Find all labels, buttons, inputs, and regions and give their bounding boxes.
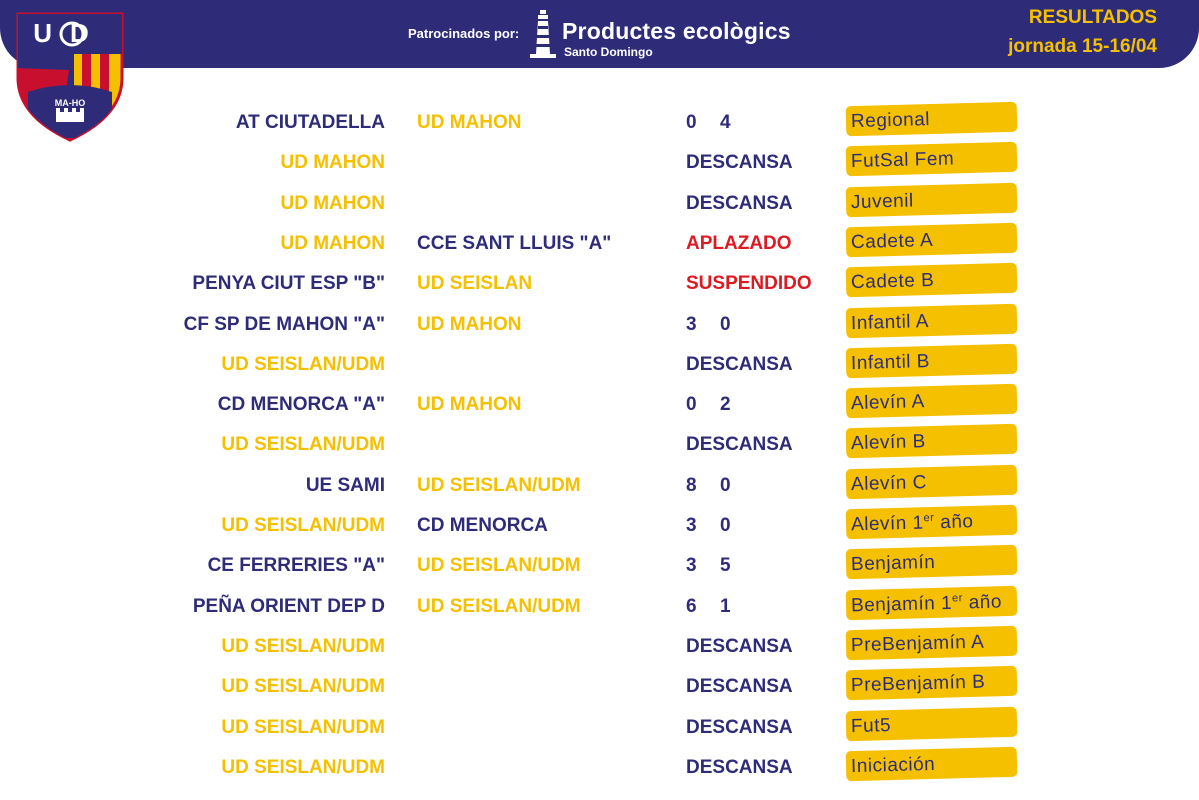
category-label (851, 109, 931, 133)
home-team: UD SEISLAN/UDM (221, 515, 385, 536)
category-badge (846, 344, 1018, 378)
home-team: PENYA CIUT ESP "B" (192, 273, 385, 295)
category-name: Juvenil (850, 190, 914, 213)
away-team: UD MAHON (417, 394, 522, 416)
result-row (0, 225, 1199, 259)
crest-letters: UD (33, 18, 107, 48)
result-row (0, 547, 1199, 581)
home-team: AT CIUTADELLA (235, 112, 385, 133)
page-title: RESULTADOS (1028, 7, 1157, 28)
category-label (851, 754, 936, 778)
category-name: Iniciación (850, 753, 936, 777)
away-score: 1 (720, 595, 731, 617)
category-name: Infantil B (850, 350, 931, 374)
away-team: UD SEISLAN (417, 273, 533, 295)
sponsor-subtitle: Santo Domingo (564, 45, 653, 59)
category-label (851, 511, 974, 537)
home-team: CF SP DE MAHON "A" (183, 313, 385, 335)
category-label (851, 552, 936, 576)
category-label (851, 672, 986, 698)
result-row (0, 628, 1199, 662)
category-name: Benjamín (850, 552, 936, 576)
page-subtitle: jornada 15-16/04 (1008, 36, 1157, 57)
match-status: DESCANSA (686, 353, 793, 375)
result-row (0, 185, 1199, 219)
match-status: DESCANSA (686, 192, 793, 214)
category-label (851, 351, 930, 375)
home-team: UD SEISLAN/UDM (221, 756, 385, 778)
category-label (851, 632, 985, 657)
sponsor-brand (528, 8, 798, 62)
result-row (0, 668, 1199, 702)
category-label (851, 230, 934, 254)
home-score: 8 (686, 474, 697, 496)
away-team: UD MAHON (417, 313, 522, 335)
category-suffix: año (962, 591, 1003, 614)
home-team: CE FERRERIES "A" (207, 555, 385, 577)
category-label (851, 715, 892, 738)
away-score: 0 (720, 515, 731, 536)
category-badge (846, 303, 1018, 337)
category-name: Infantil A (850, 310, 930, 334)
match-status: DESCANSA (686, 716, 793, 738)
category-badge (846, 223, 1018, 257)
home-score: 0 (686, 112, 697, 133)
home-score: 3 (686, 555, 697, 577)
category-badge (846, 545, 1018, 579)
category-name: FutSal Fem (850, 148, 955, 173)
away-team: UD SEISLAN/UDM (417, 555, 581, 577)
away-team: CD MENORCA (417, 515, 548, 536)
sponsor-label: Patrocinados por: (408, 26, 520, 41)
result-row (0, 306, 1199, 340)
home-team: UD SEISLAN/UDM (221, 434, 385, 456)
result-row (0, 709, 1199, 743)
category-badge (846, 585, 1018, 619)
category-suffix: año (934, 511, 974, 534)
match-status: DESCANSA (686, 152, 793, 174)
category-label (851, 391, 925, 415)
home-score: 6 (686, 595, 697, 617)
away-team: UD SEISLAN/UDM (417, 595, 581, 617)
home-team: UE SAMI (305, 474, 385, 496)
category-ordinal: er (923, 511, 935, 525)
category-name: PreBenjamín A (850, 631, 985, 656)
match-status: APLAZADO (686, 232, 792, 254)
away-team: UD MAHON (417, 112, 522, 133)
category-label (851, 472, 927, 496)
home-team: UD SEISLAN/UDM (221, 716, 385, 738)
lighthouse-icon (528, 8, 558, 60)
home-score: 3 (686, 313, 697, 335)
category-label (851, 432, 926, 456)
match-status: DESCANSA (686, 434, 793, 456)
home-score: 3 (686, 515, 697, 536)
away-score: 5 (720, 555, 731, 577)
category-ordinal: er (951, 591, 963, 605)
result-row (0, 265, 1199, 299)
sponsor-name: Productes ecològics (562, 18, 791, 44)
crest-subtext: MA-HO (54, 98, 86, 108)
away-score: 2 (720, 394, 731, 416)
result-row (0, 346, 1199, 380)
home-team: UD MAHON (280, 232, 385, 254)
home-team: UD SEISLAN/UDM (221, 676, 385, 698)
result-row (0, 507, 1199, 541)
category-name: Benjamín 1 (850, 592, 953, 617)
category-label (851, 591, 1002, 617)
match-status: DESCANSA (686, 635, 793, 657)
home-team: UD SEISLAN/UDM (221, 353, 385, 375)
category-badge (846, 424, 1018, 458)
category-badge (846, 505, 1018, 539)
category-badge (846, 464, 1018, 498)
away-score: 0 (720, 313, 731, 335)
result-row (0, 467, 1199, 501)
away-team: UD SEISLAN/UDM (417, 474, 581, 496)
home-team: CD MENORCA "A" (217, 394, 385, 416)
result-row (0, 749, 1199, 783)
category-name: Alevín C (850, 471, 928, 495)
home-score: 0 (686, 394, 697, 416)
result-row (0, 426, 1199, 460)
home-team: UD MAHON (280, 152, 385, 174)
home-team: UD MAHON (280, 192, 385, 214)
away-team: CCE SANT LLUIS "A" (417, 232, 612, 254)
category-badge (846, 182, 1018, 216)
category-badge (846, 142, 1018, 176)
category-badge (846, 747, 1018, 781)
away-score: 0 (720, 474, 731, 496)
category-name: Alevín 1 (850, 512, 924, 536)
home-team: PEÑA ORIENT DEP D (192, 595, 385, 617)
category-badge (846, 666, 1018, 700)
category-name: Alevín A (850, 391, 926, 415)
home-team: UD SEISLAN/UDM (221, 635, 385, 657)
away-score: 4 (720, 112, 731, 133)
header-bar (0, 0, 1199, 68)
category-badge (846, 626, 1018, 660)
category-name: Cadete A (850, 229, 934, 253)
category-name: Regional (850, 109, 931, 133)
category-label (851, 149, 955, 174)
result-row (0, 588, 1199, 622)
result-row (0, 144, 1199, 178)
category-badge (846, 263, 1018, 297)
match-status: DESCANSA (686, 676, 793, 698)
result-row (0, 386, 1199, 420)
category-name: PreBenjamín B (850, 671, 986, 697)
category-name: Alevín B (850, 431, 927, 455)
result-row (0, 104, 1199, 138)
category-badge (846, 706, 1018, 740)
category-name: Cadete B (850, 270, 935, 294)
match-status: DESCANSA (686, 756, 793, 778)
match-status: SUSPENDIDO (686, 273, 812, 295)
category-name: Fut5 (850, 714, 892, 737)
category-label (851, 270, 935, 294)
category-badge (846, 102, 1018, 136)
category-label (851, 311, 929, 335)
category-badge (846, 384, 1018, 418)
category-label (851, 190, 914, 214)
